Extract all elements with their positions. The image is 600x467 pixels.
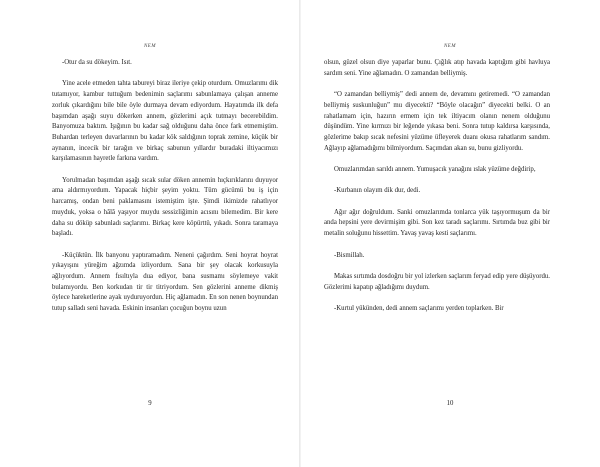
paragraph: Yine acele etmeden tahta tabureyi biraz ileriye çekip oturdum. Omuzlarımı dik tutamıyor, kambur tuttuğum bedenimin saçlarımı sabunlamaya çalışan anneme zorluk çıkardığını bile bile öyle durmaya devam ediyordum. Hayatımda ilk defa başımdan aşağı suyu dökerken annem, gözlerimi açık tutmayı becerebildim. Banyomuza baktım. Işığının bu kadar sağ olduğunu daha önce fark etmemiştim. Buhardan terleyen duvarlarının bu kadar kök saldığının toprak zemine, küçük bir aynanın, incecik bir tarağın ve birkaç sabunun yıllardır buradaki iltiyacımızı karşılamasının hayretle farkına vardım. <box>52 80 278 163</box>
paragraph: “O zamandan belliymiş” dedi annem de, devamını getiremedi. “O zamandan belliymiş suskunluğun” mu diyecekti? “Böyle olacağın” diyecekti belki. O an rahatlamam için, hazırın ermem için tek iltiyacım olanın nenem olduğunu düşündüm. Yine kırmızı bir leğende yıkasa beni. Sonra tutup kaldırsa karşısında, gözlerime bakıp sıcak nefesini yüzüme üfleyerek duanı okusa rahatlarım sandım. Ağlayıp ağlamadığımı bilmiyordum. Saçımdan akan su, bunu gizliyordu. <box>324 91 550 152</box>
paragraph: Makas sırtımda dosdoğru bir yol izlerken saçlarım feryad edip yere düşüyordu. Gözlerimi kapatıp ağladığımı duydum. <box>324 272 550 291</box>
paragraph: -Küçüktün. İlk banyonu yaptıramadım. Neneni çağırdım. Seni hoyrat hoyrat yıkayışını yüreğim ağzımda izliyordum. Sana bir şey olacak korkusuyla ağlıyordum. Annem fısıltıyla dua ediyor, bana susmamı söylemeye vakit bulamıyordu. Ben korkudan tir tir titriyordum. Sen gözlerini anneme dikmiş öylece hareketlerine ayak uyduruyordun. Hiç ağlamadın. En son nenen boynundan tutup salladı seni havada. Eskinin insanları çocuğun boynu uzun <box>52 251 278 313</box>
running-head-right: NEM <box>443 44 457 49</box>
paragraph: -Bismillah. <box>334 251 365 259</box>
paragraph: Yorulmadan başımdan aşağı sıcak sular döken annemin hıçkırıklarını duyuyor ama aldırmıyordum. Yapacak hiçbir şeyim yoktu. Tüm gücümü bu iş için harcamış, ondan beni paklamasını istemiştim işte. Şimdi ikimizde rahatlıyor muyduk, yoksa o hâlâ yaşıyor muydu sessizliğimin acısını bilemedim. Bir kere daha su döküp sabunladı saçlarımı. Birkaç kere köpürttü, yıkadı. Sonra taramaya başladı. <box>52 176 278 238</box>
right-page <box>300 0 600 467</box>
running-head-left: NEM <box>143 44 157 49</box>
right-page-text <box>324 58 550 325</box>
page-number-left: 9 <box>148 400 152 407</box>
paragraph: olsun, güzel olsun diye yaparlar bunu. Çığlık atıp havada kaptığım gibi havluya sardım seni. Yine ağlamadın. O zamandan belliymiş. <box>324 59 550 77</box>
paragraph: Ağır ağır doğruldum. Sanki omuzlarımda tonlarca yük taşıyormuşum da bir anda hepsini yere devirmişim gibi. Son kez taradı saçlarımı. Sırtımda buz gibi bir metalin soluğunu hissettim. Yavaş yavaş kesti saçlarımı. <box>324 208 550 238</box>
paragraph: -Otur da su dökeyim. Isıt. <box>62 59 132 66</box>
paragraph: -Kurtul yükünden, dedi annem saçlarımı yerden toplarken. Bir <box>334 305 504 313</box>
left-page-text <box>52 58 278 326</box>
paragraph: Omuzlarımdan sarıldı annem. Yumuşacık yanağını ıslak yüzüme değdirip, <box>334 166 536 173</box>
page-number-right: 10 <box>446 400 454 407</box>
paragraph: -Kurbanın olayım dik dur, dedi. <box>334 187 421 195</box>
